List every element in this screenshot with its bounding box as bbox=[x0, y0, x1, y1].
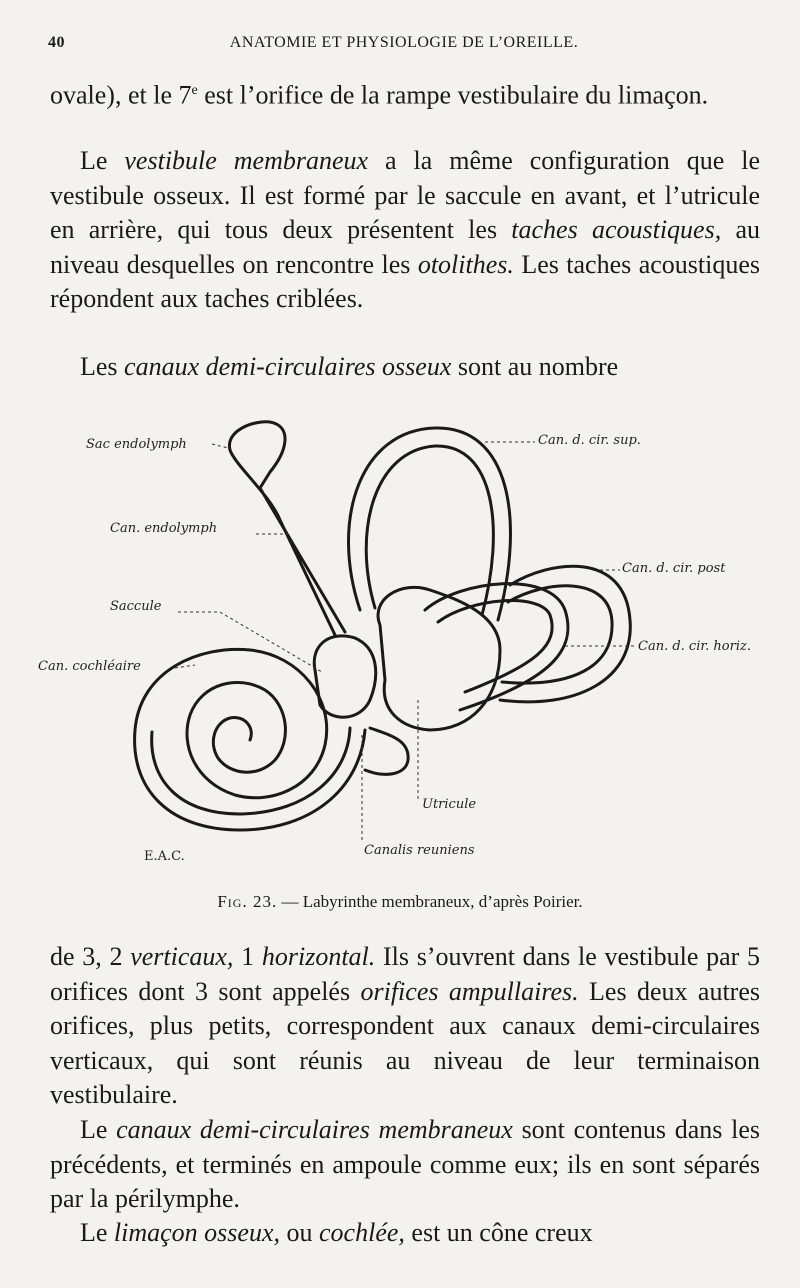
paragraph-5: Le canaux demi-circulaires membraneux sont contenus dans les précédents, et terminés en ampoule comme eux; ils en sont séparés par la périlymphe. bbox=[50, 1115, 761, 1213]
page-number: 40 bbox=[48, 34, 65, 51]
label-saccule: Saccule bbox=[110, 599, 162, 614]
artist-signature: E.A.C. bbox=[144, 849, 185, 864]
paragraph-2: Le vestibule membraneux a la même configuration que le vestibule osseux. Il est formé par le saccule en avant, et l’utricule en arrière, qui tous deux présentent les taches acoustiques, au niveau desquelles on rencontre les otolithes. Les taches acoustiques répondent aux taches criblées. bbox=[50, 146, 761, 313]
label-can-cochleaire: Can. cochléaire bbox=[38, 659, 141, 674]
paragraph-6: Le limaçon osseux, ou cochlée, est un cône creux bbox=[80, 1218, 593, 1247]
label-can-d-cir-post: Can. d. cir. post bbox=[622, 561, 726, 576]
labyrinth-figure bbox=[30, 410, 790, 870]
paragraph-3: Les canaux demi-circulaires osseux sont au nombre bbox=[80, 352, 619, 381]
labyrinth-drawing bbox=[30, 410, 790, 870]
paragraph-4: de 3, 2 verticaux, 1 horizontal. Ils s’ouvrent dans le vestibule par 5 orifices dont 3 sont appelés orifices ampullaires. Les deux autres orifices, plus petits, correspondent aux canaux demi-circulaires verticaux, qui sont réunis au niveau de leur terminaison vestibulaire. bbox=[50, 942, 761, 1109]
label-can-d-cir-sup: Can. d. cir. sup. bbox=[538, 433, 641, 448]
running-title: ANATOMIE ET PHYSIOLOGIE DE L’OREILLE. bbox=[229, 34, 579, 51]
label-can-endolymph: Can. endolymph bbox=[110, 521, 218, 536]
paragraph-1: ovale), et le 7e est l’orifice de la rampe vestibulaire du limaçon. bbox=[50, 80, 709, 110]
label-canalis-reuniens: Canalis reuniens bbox=[364, 843, 475, 858]
figure-caption: Fig. 23. — Labyrinthe membraneux, d’après Poirier. bbox=[217, 892, 583, 911]
running-header bbox=[48, 34, 760, 60]
label-utricule: Utricule bbox=[422, 797, 477, 812]
label-sac-endolymph: Sac endolymph bbox=[86, 437, 187, 452]
label-can-d-cir-horiz: Can. d. cir. horiz. bbox=[638, 639, 751, 654]
